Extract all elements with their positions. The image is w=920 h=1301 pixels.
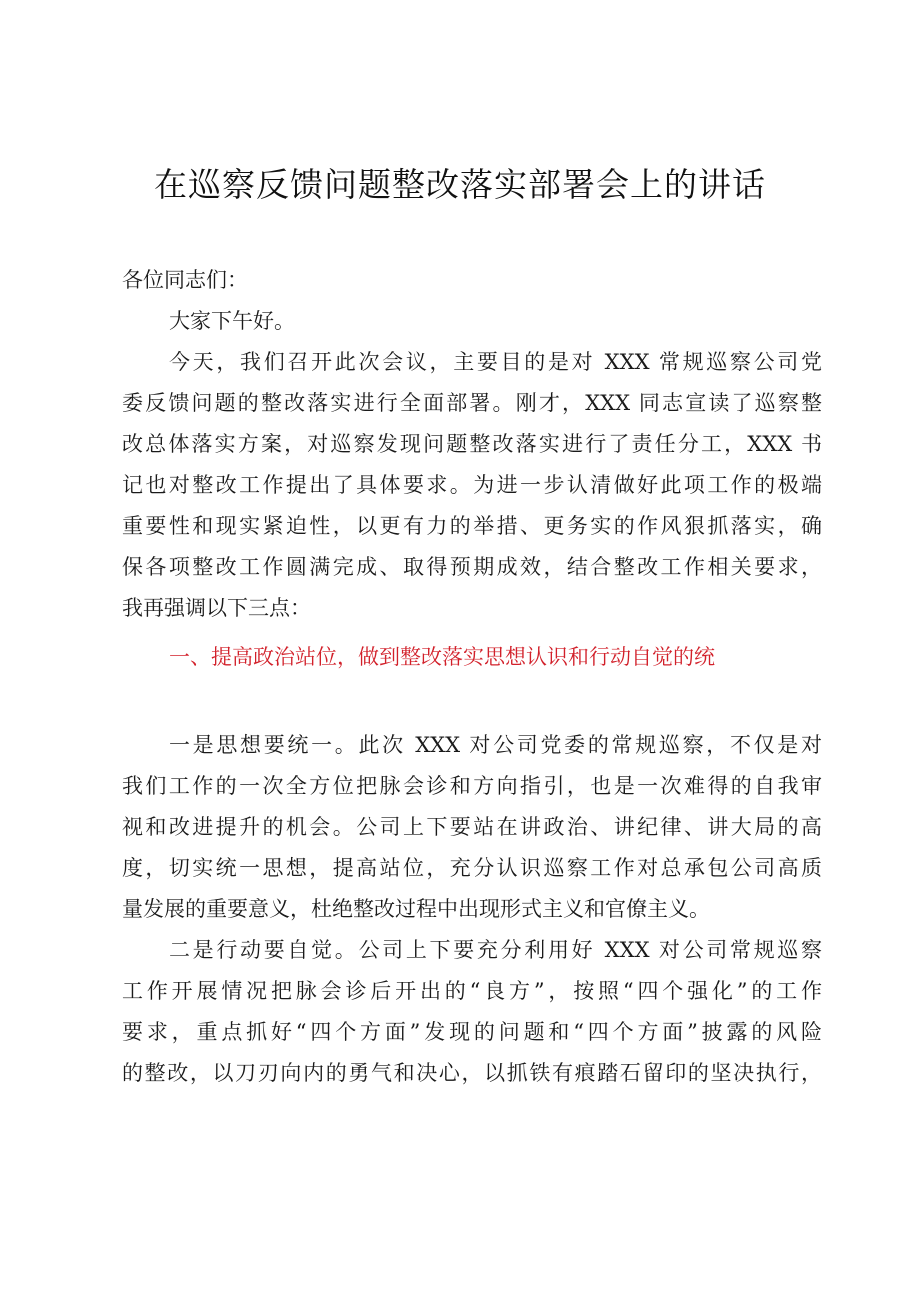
salutation: 各位同志们： (122, 268, 248, 292)
paragraph-line: 改总体落实方案，对巡察发现问题整改落实进行了责任分工，XXX 书 (122, 432, 822, 456)
paragraph-line: 记也对整改工作提出了具体要求。为进一步认清做好此项工作的极端 (122, 473, 822, 497)
intro-paragraph (122, 342, 822, 629)
paragraph-line: 重要性和现实紧迫性，以更有力的举措、更务实的作风狠抓落实，确 (122, 514, 822, 538)
paragraph-line: 我再强调以下三点： (122, 596, 311, 620)
paragraph-line: 的整改，以刀刃向内的勇气和决心，以抓铁有痕踏石留印的坚决执行， (122, 1061, 822, 1085)
paragraph-line: 今天，我们召开此次会议，主要目的是对 XXX 常规巡察公司党 (169, 350, 822, 374)
paragraph-line: 一是思想要统一。此次 XXX 对公司党委的常规巡察，不仅是对 (169, 733, 822, 757)
paragraph-line: 我们工作的一次全方位把脉会诊和方向指引，也是一次难得的自我审 (122, 774, 822, 798)
paragraph-line: 度，切实统一思想，提高站位，充分认识巡察工作对总承包公司高质 (122, 856, 822, 880)
document-body (122, 250, 822, 1094)
paragraph-line: 保各项整改工作圆满完成、取得预期成效，结合整改工作相关要求， (122, 555, 822, 579)
point-one-paragraph (122, 725, 822, 930)
paragraph-line: 二是行动要自觉。公司上下要充分利用好 XXX 对公司常规巡察 (169, 938, 822, 962)
greeting-line: 大家下午好。 (169, 309, 295, 333)
paragraph-line: 工作开展情况把脉会诊后开出的“良方”，按照“四个强化”的工作 (122, 979, 822, 1003)
paragraph-line: 量发展的重要意义，杜绝整改过程中出现形式主义和官僚主义。 (122, 897, 710, 921)
document-title: 在巡察反馈问题整改落实部署会上的讲话 (154, 165, 766, 204)
paragraph-line: 要求，重点抓好“四个方面”发现的问题和“四个方面”披露的风险 (122, 1020, 822, 1044)
paragraph-line: 视和改进提升的机会。公司上下要站在讲政治、讲纪律、讲大局的高 (122, 815, 822, 839)
point-two-paragraph (122, 930, 822, 1094)
section-heading: 一、提高政治站位，做到整改落实思想认识和行动自觉的统 (169, 645, 715, 669)
spacer (122, 678, 822, 725)
paragraph-line: 委反馈问题的整改落实进行全面部署。刚才，XXX 同志宣读了巡察整 (122, 391, 822, 415)
